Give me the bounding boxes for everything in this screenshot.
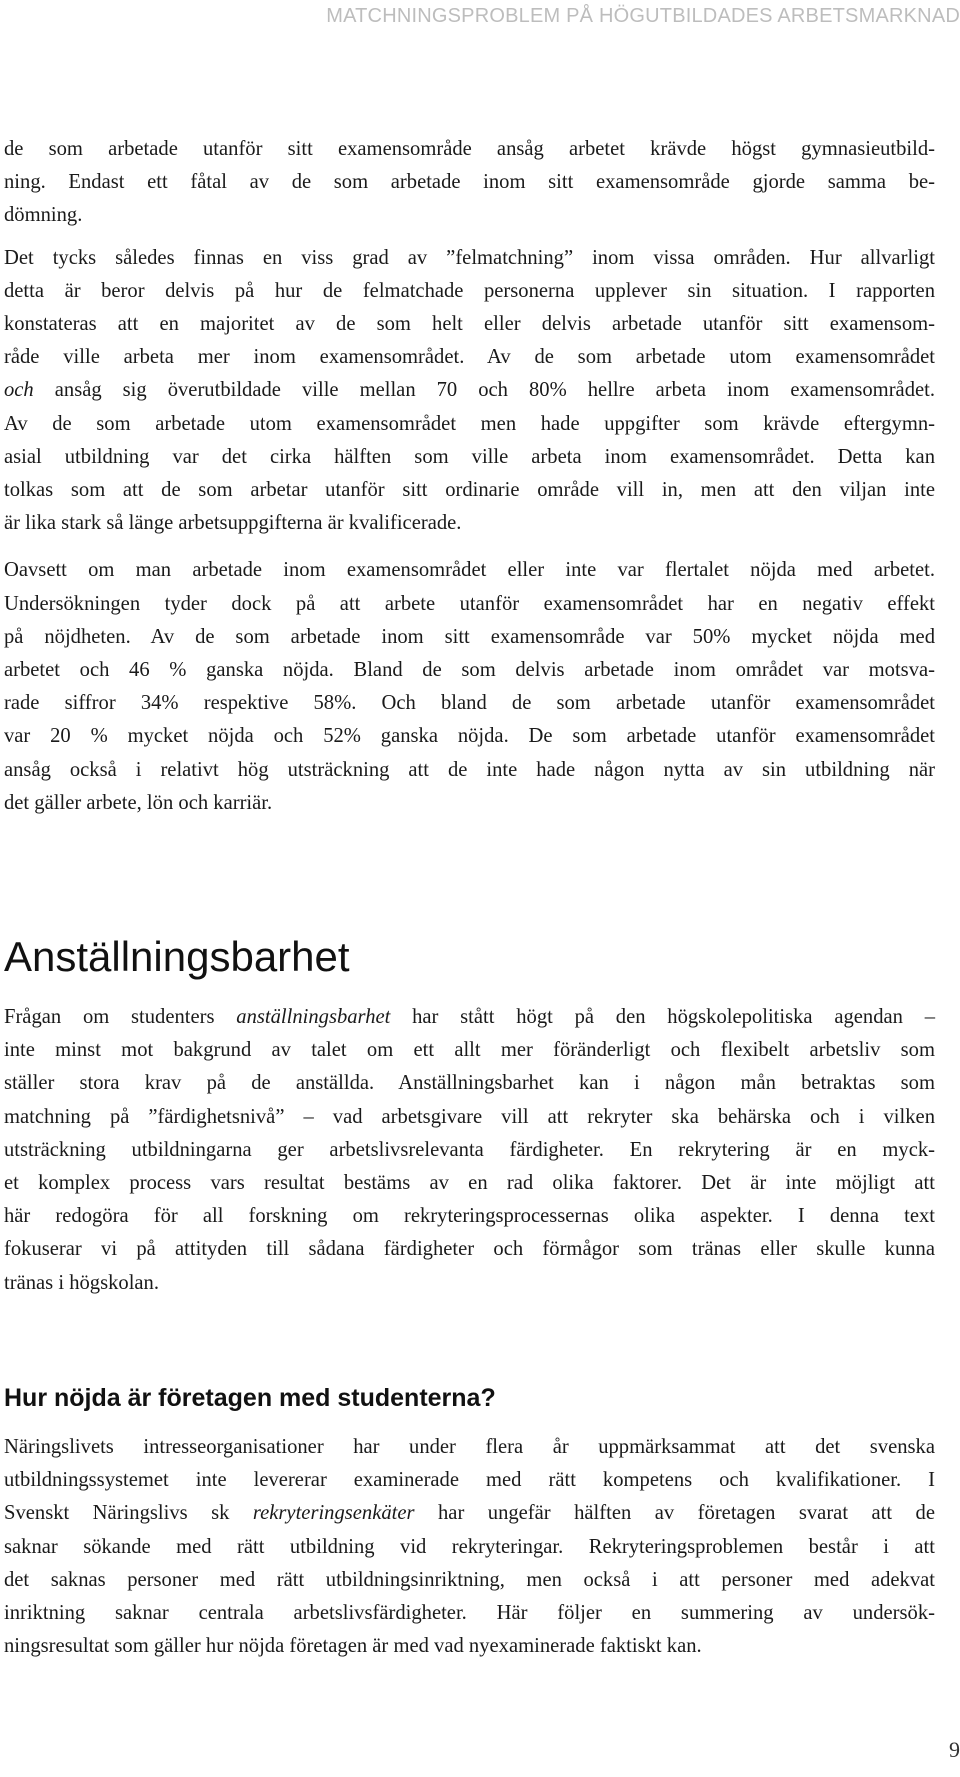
text-line: ning. Endast ett fåtal av de som arbetade inom sitt examensområde gjorde samma be- [4, 171, 935, 194]
text-line: var 20 % mycket nöjda och 52% ganska nöjda. De som arbetade utanför examensområdet [4, 725, 935, 748]
text-line [4, 1497, 935, 1530]
paragraph-4 [4, 1001, 935, 1300]
emphasis: rekryteringsenkäter [252, 1502, 415, 1525]
text-line: här redogöra för all forskning om rekryteringsprocessernas olika aspekter. I denna text [4, 1205, 935, 1228]
text-line: ningsresultat som gäller hur nöjda företagen är med vad nyexaminerade faktiskt kan. [4, 1635, 702, 1658]
text-line: på nöjdheten. Av de som arbetade inom sitt examensområde var 50% mycket nöjda med [4, 625, 935, 648]
body-text-upper [4, 133, 935, 820]
text-line [4, 1001, 935, 1034]
emphasis: och [4, 379, 34, 402]
text-line: Oavsett om man arbetade inom examensområdet eller inte var flertalet nöjda med arbetet. [4, 559, 935, 582]
text-line: utbildningssystemet inte levererar examinerade med rätt kompetens och kvalifikationer. I [4, 1469, 935, 1492]
text-line: rade siffror 34% respektive 58%. Och bland de som arbetade utanför examensområdet [4, 692, 935, 715]
text-line: inte minst mot bakgrund av talet om ett allt mer föränderligt och flexibelt arbetsliv som [4, 1039, 935, 1062]
text-line: Näringslivets intresseorganisationer har under flera år uppmärksammat att det svenska [4, 1436, 935, 1458]
text-line: det saknas personer med rätt utbildningsinriktning, men också i att personer med adekvat [4, 1568, 935, 1591]
text-line: utsträckning utbildningarna ger arbetslivsrelevanta färdigheter. En rekrytering är en myck- [4, 1138, 935, 1161]
text-line: ställer stora krav på de anställda. Anställningsbarhet kan i någon mån betraktas som [4, 1072, 935, 1095]
text-line: råde ville arbeta mer inom examensområdet. Av de som arbetade utom examensområdet [4, 346, 935, 369]
text-line: matchning på ”färdighetsnivå” – vad arbetsgivare vill att rekryter ska behärska och i vilken [4, 1105, 935, 1128]
text-run: Frågan om studenters [4, 1006, 237, 1028]
text-run: har ungefär hälften av företagen svarat att de [414, 1502, 935, 1525]
body-text-section [4, 1001, 935, 1300]
text-line: arbetet och 46 % ganska nöjda. Bland de som delvis arbetade inom området var motsva- [4, 659, 935, 682]
text-line: et komplex process vars resultat bestäms av en rad olika faktorer. Det är inte möjligt att [4, 1172, 935, 1195]
section-heading: Anställningsbarhet [4, 933, 350, 980]
text-line: det gäller arbete, lön och karriär. [4, 791, 273, 814]
text-line: Av de som arbetade utom examensområdet men hade uppgifter som krävde eftergymn- [4, 412, 935, 435]
running-head: MATCHNINGSPROBLEM PÅ HÖGUTBILDADES ARBETSMARKNAD [326, 5, 960, 27]
text-run: ansåg sig överutbildade ville mellan 70 och 80% hellre arbeta inom examensområdet. [33, 379, 935, 402]
text-line [4, 374, 935, 407]
text-line: saknar sökande med rätt utbildning vid rekryteringar. Rekryteringsproblemen består i att [4, 1535, 935, 1558]
emphasis: anställningsbarhet [236, 1006, 391, 1028]
paragraph-2 [4, 242, 935, 541]
paragraph-5 [4, 1431, 935, 1663]
text-run: Svenskt Näringslivs sk [4, 1502, 253, 1525]
paragraph-3 [4, 554, 935, 820]
text-line: är lika stark så länge arbetsuppgifterna är kvalificerade. [4, 512, 462, 535]
text-line: konstateras att en majoritet av de som helt eller delvis arbetade utanför sitt examensom- [4, 313, 935, 336]
text-line: dömning. [4, 204, 83, 227]
page-number: 9 [949, 1737, 960, 1762]
text-line: tränas i högskolan. [4, 1271, 159, 1294]
text-line: asial utbildning var det cirka hälften som ville arbeta inom examensområdet. Detta kan [4, 445, 935, 468]
text-line: tolkas som att de som arbetar utanför sitt ordinarie område vill in, men att den viljan inte [4, 479, 935, 502]
text-line: detta är beror delvis på hur de felmatchade personerna upplever sin situation. I rapporten [4, 279, 935, 302]
text-line: ansåg också i relativt hög utsträckning att de inte hade någon nytta av sin utbildning när [4, 758, 935, 781]
body-text-subsection [4, 1431, 935, 1663]
text-line: de som arbetade utanför sitt examensområde ansåg arbetet krävde högst gymnasieutbild- [4, 138, 935, 160]
text-line: Det tycks således finnas en viss grad av ”felmatchning” inom vissa områden. Hur allvarligt [4, 246, 935, 269]
text-line: inriktning saknar centrala arbetslivsfärdigheter. Här följer en summering av undersök- [4, 1602, 935, 1625]
paragraph-1 [4, 133, 935, 233]
text-line: Undersökningen tyder dock på att arbete utanför examensområdet har en negativ effekt [4, 592, 935, 615]
text-run: har stått högt på den högskolepolitiska agendan – [390, 1006, 935, 1028]
subsection-heading: Hur nöjda är företagen med studenterna? [4, 1384, 496, 1412]
text-line: fokuserar vi på attityden till sådana färdigheter och förmågor som tränas eller skulle kunna [4, 1238, 935, 1261]
